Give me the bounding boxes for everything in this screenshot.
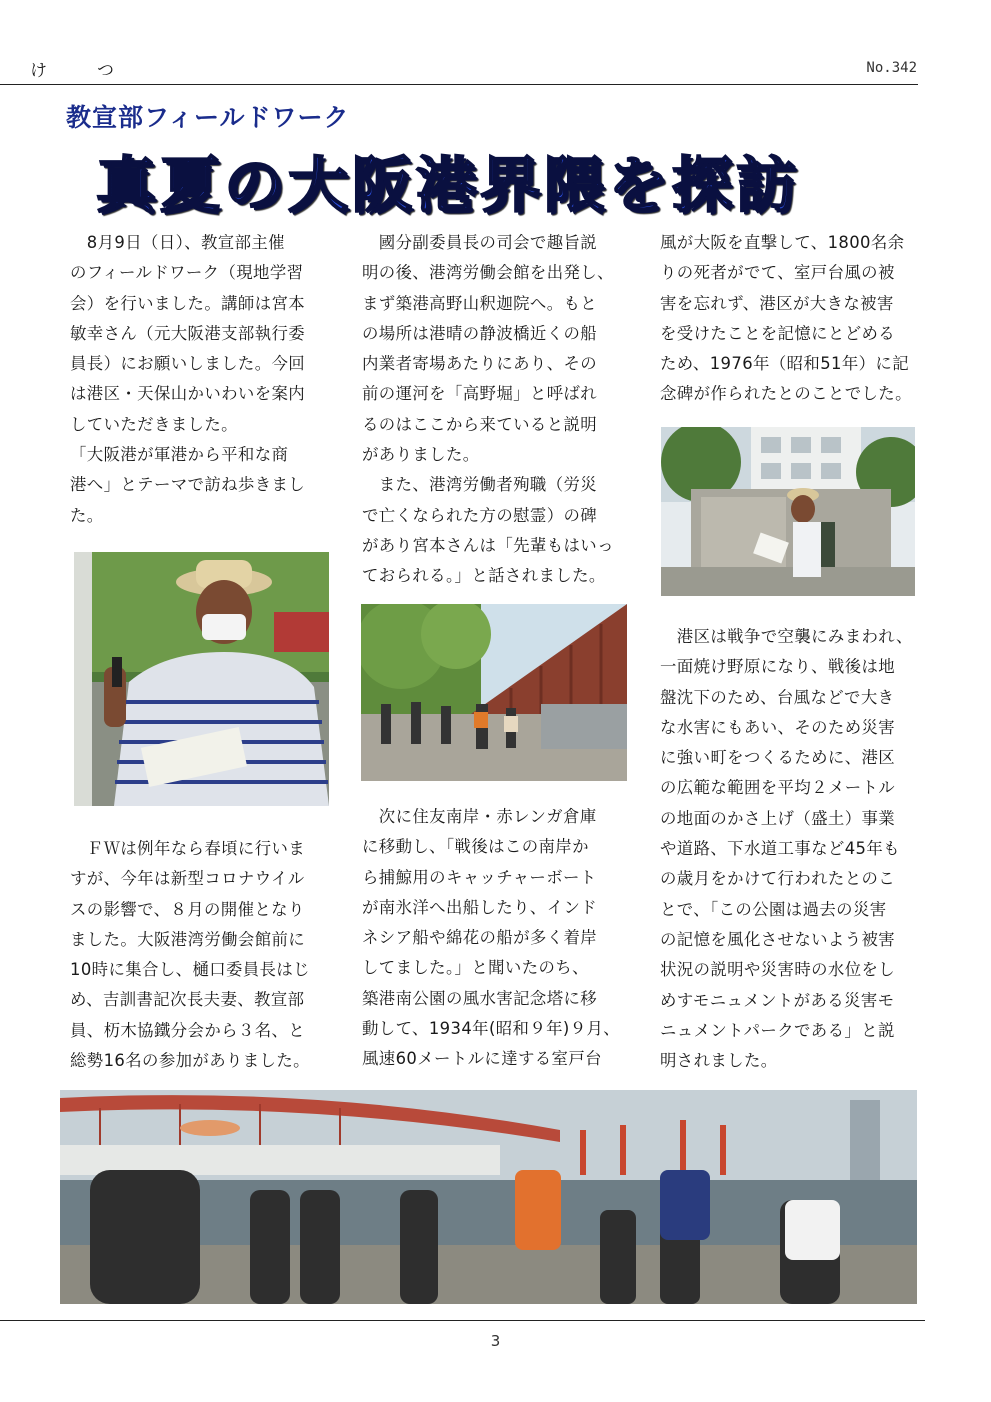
photo-red-brick-warehouse xyxy=(361,604,627,781)
section-subtitle: 教宣部フィールドワーク xyxy=(66,103,350,132)
article-col3-para2: 港区は戦争で空襲にみまわれ、 一面焼け野原になり、戦後は地 盤沈下のため、台風などで大き な水害にもあい、そのため災害 に強い町をつくるために、港区 の広範な範囲を平均２メートル の地面のかさ上げ（盛土）事業 や道路、下水道工事など45年も の歳月をかけて行われたとのこ とで、「この公園は過去の災害 の記憶を風化させないよう被害 状況の説明や災害時の水位をし めすモニュメントがある災害モ ニュメントパークである」と説 明されました。 xyxy=(660,627,913,1071)
photo-storm-memorial-monument xyxy=(661,427,915,596)
article-col1-para1: 8月9日（日）、教宣部主催 のフィールドワーク（現地学習 会）を行いました。講師は宮本 敏幸さん（元大阪港支部執行委 員長）にお願いしました。今回 は港区・天保山かいわいを案内 していただきました。 「大阪港が軍港から平和な商 港へ」とテーマで訪ね歩きまし た。 xyxy=(70,233,306,525)
article-col1-para2: ＦＷは例年なら春頃に行いま すが、今年は新型コロナウイル スの影響で、８月の開催となり ました。大阪港湾労働会館前に 10時に集合し、樋口委員長はじ め、吉訓書記次長夫妻、教宣部 員、杤木協鐵分会から３名、と 総勢16名の参加がありました。 xyxy=(70,839,310,1071)
article-col2-para2: 次に住友南岸・赤レンガ倉庫 に移動し、「戦後はこの南岸か ら捕鯨用のキャッチャーボート が南氷洋へ出船したり、インド ネシア船や綿花の船が多く着岸 してました。」と聞いたのち、 築港南公園の風水害記念塔に移 動して、1934年(昭和９年)９月、 風速60メートルに達する室戸台 xyxy=(362,807,621,1069)
article-col3-para1: 風が大阪を直撃して、1800名余 りの死者がでて、室戸台風の被 害を忘れず、港区が大きな被害 を受けたことを記憶にとどめる ため、1976年（昭和51年）に記 念碑が作られたとのことでした。 xyxy=(660,233,912,404)
footer-rule xyxy=(0,1320,925,1321)
header-rule xyxy=(0,84,918,85)
photo-speaker-with-microphone xyxy=(74,552,329,806)
page-title: 真夏の大阪港界隈を探訪 xyxy=(96,151,800,221)
issue-number: No.342 xyxy=(866,60,917,76)
photo-group-at-harbor xyxy=(60,1090,917,1304)
header-left-text: けつ xyxy=(30,61,164,81)
article-col2-para1: 國分副委員長の司会で趣旨説 明の後、港湾労働会館を出発し、 まず築港高野山釈迦院へ。もと の場所は港晴の静波橋近くの船 内業者寄場あたりにあり、その 前の運河を「高野堀」と呼ばれ るのはここから来ていると説明 がありました。 また、港湾労働者殉職（労災 で亡くなられた方の慰霊）の碑 があり宮本さんは「先輩もはいっ ておられる。」と話されました。 xyxy=(362,233,614,586)
page-number: 3 xyxy=(490,1332,501,1350)
